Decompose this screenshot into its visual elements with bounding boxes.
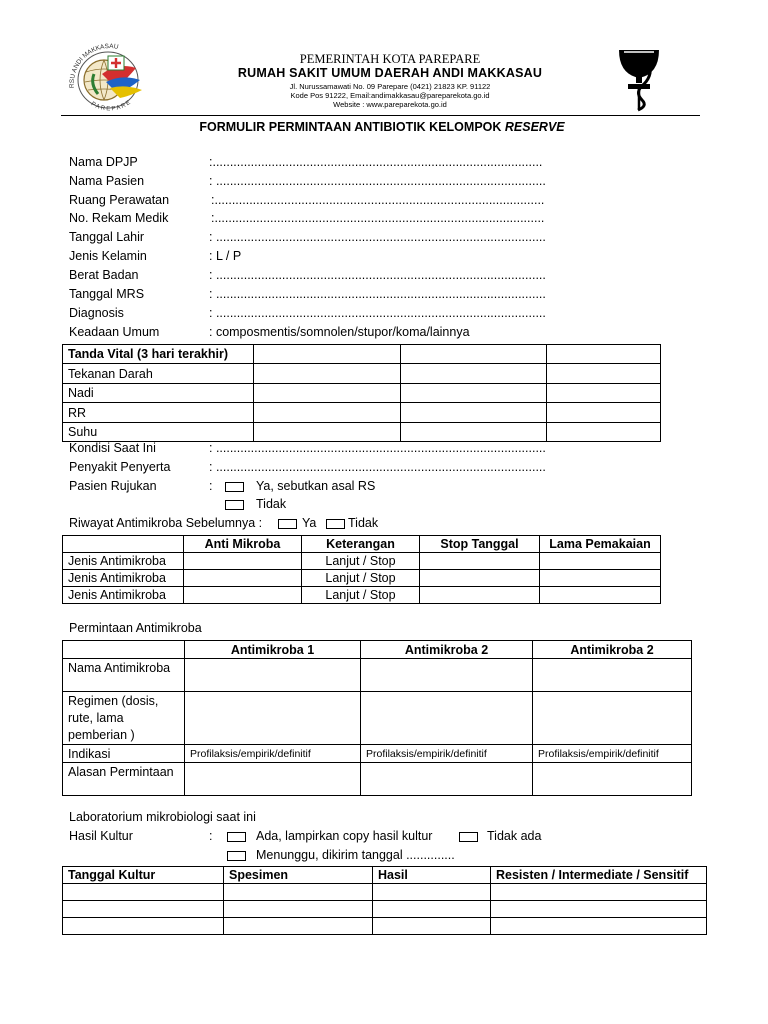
- table-cell[interactable]: [63, 901, 224, 918]
- field-label: Pasien Rujukan: [69, 479, 157, 493]
- table-cell[interactable]: [401, 423, 547, 442]
- table-cell[interactable]: [547, 403, 661, 423]
- table-cell[interactable]: [401, 364, 547, 384]
- table-row: [63, 692, 692, 745]
- table-cell[interactable]: [540, 570, 661, 587]
- table-cell[interactable]: [184, 570, 302, 587]
- table-header-row: [63, 867, 707, 884]
- riwayat-no-checkbox[interactable]: [326, 519, 345, 529]
- table-header-row: [63, 641, 692, 659]
- field-value[interactable]: :...............................................................................................: [209, 155, 543, 169]
- column-header: Antimikroba 2: [361, 641, 533, 659]
- riwayat-label: Riwayat Antimikroba Sebelumnya :: [69, 516, 263, 530]
- column-header: Anti Mikroba: [184, 536, 302, 553]
- table-cell[interactable]: [184, 587, 302, 604]
- table-cell[interactable]: [533, 763, 692, 796]
- table-cell[interactable]: [254, 384, 401, 403]
- table-row: [63, 364, 661, 384]
- table-cell[interactable]: Lanjut / Stop: [302, 587, 420, 604]
- hospital-address: Jl. Nurussamawati No. 09 Parepare (0421) 21823 KP. 91122: [289, 82, 491, 91]
- table-cell[interactable]: [420, 570, 540, 587]
- table-cell[interactable]: Lanjut / Stop: [302, 570, 420, 587]
- table-cell[interactable]: Profilaksis/empirik/definitif: [361, 745, 533, 763]
- row-label: Regimen (dosis, rute, lama pemberian ): [63, 692, 185, 745]
- permintaan-table: [62, 640, 692, 796]
- row-label: RR: [63, 403, 254, 423]
- table-cell[interactable]: [540, 587, 661, 604]
- kultur-menunggu-checkbox[interactable]: [227, 851, 246, 861]
- column-header: [63, 536, 184, 553]
- table-cell[interactable]: Lanjut / Stop: [302, 553, 420, 570]
- lab-title: Laboratorium mikrobiologi saat ini: [69, 810, 256, 824]
- rujukan-yes-label: Ya, sebutkan asal RS: [256, 479, 376, 493]
- table-row: [63, 423, 661, 442]
- kultur-ada-label: Ada, lampirkan copy hasil kultur: [256, 829, 433, 843]
- table-cell[interactable]: [224, 918, 373, 935]
- field-label: Diagnosis: [69, 306, 124, 320]
- hospital-postal-email: Kode Pos 91222, Email:andimakkasau@pareparekota.go.id: [290, 91, 490, 100]
- riwayat-yes-label: Ya: [302, 516, 317, 530]
- table-cell[interactable]: [547, 345, 661, 364]
- svg-text:RSU ANDI MAKKASAU: RSU ANDI MAKKASAU: [68, 43, 120, 89]
- table-header-row: [63, 345, 661, 364]
- rujukan-no-label: Tidak: [256, 497, 287, 511]
- row-label: Indikasi: [63, 745, 185, 763]
- field-label: Jenis Kelamin: [69, 249, 147, 263]
- pharmacy-hygieia-bowl-icon: [614, 44, 664, 112]
- field-label: Tanggal MRS: [69, 287, 145, 301]
- table-cell[interactable]: [185, 659, 361, 692]
- table-cell[interactable]: [254, 423, 401, 442]
- table-row: [63, 384, 661, 403]
- table-cell[interactable]: [184, 553, 302, 570]
- field-label: Ruang Perawatan: [69, 193, 170, 207]
- table-cell[interactable]: [254, 403, 401, 423]
- kultur-table: [62, 866, 707, 935]
- table-cell[interactable]: [491, 918, 707, 935]
- kultur-menunggu-label: Menunggu, dikirim tanggal ..............: [256, 848, 455, 862]
- field-label: Tanggal Lahir: [69, 230, 145, 244]
- header-divider: [61, 115, 700, 116]
- table-row: [63, 553, 661, 570]
- hospital-name: RUMAH SAKIT UMUM DAERAH ANDI MAKKASAU: [237, 66, 543, 80]
- table-cell[interactable]: [373, 918, 491, 935]
- riwayat-table: [62, 535, 661, 604]
- column-header: Stop Tanggal: [420, 536, 540, 553]
- row-label: Nama Antimikroba: [63, 659, 185, 692]
- table-cell[interactable]: [373, 901, 491, 918]
- column-header: Keterangan: [302, 536, 420, 553]
- row-label: Jenis Antimikroba: [63, 570, 184, 587]
- table-cell[interactable]: [224, 901, 373, 918]
- table-header-row: [63, 536, 661, 553]
- table-row: [63, 918, 707, 935]
- table-cell[interactable]: [547, 423, 661, 442]
- kultur-tidak-ada-label: Tidak ada: [487, 829, 542, 843]
- table-row: [63, 403, 661, 423]
- field-value[interactable]: :...............................................................................................: [211, 211, 545, 225]
- field-value: :: [209, 479, 213, 493]
- table-row: [63, 587, 661, 604]
- permintaan-title: Permintaan Antimikroba: [69, 621, 202, 635]
- svg-text:PAREPARE: PAREPARE: [89, 99, 134, 113]
- column-header: Lama Pemakaian: [540, 536, 661, 553]
- table-row: [63, 901, 707, 918]
- table-row: [63, 884, 707, 901]
- column-header: Resisten / Intermediate / Sensitif: [491, 867, 707, 884]
- table-cell[interactable]: [547, 384, 661, 403]
- form-title: FORMULIR PERMINTAAN ANTIBIOTIK KELOMPOK RESERVE: [199, 120, 565, 134]
- column-header: Hasil: [373, 867, 491, 884]
- column-header: Antimikroba 2: [533, 641, 692, 659]
- table-cell[interactable]: [254, 345, 401, 364]
- row-label: Jenis Antimikroba: [63, 553, 184, 570]
- hospital-website: Website : www.pareparekota.go.id: [333, 100, 447, 109]
- table-cell[interactable]: [401, 345, 547, 364]
- field-label: Berat Badan: [69, 268, 139, 282]
- table-cell[interactable]: [491, 901, 707, 918]
- field-label: Nama DPJP: [69, 155, 138, 169]
- table-row: [63, 763, 692, 796]
- kultur-tidak-ada-checkbox[interactable]: [459, 832, 478, 842]
- table-cell[interactable]: [185, 692, 361, 745]
- hasil-kultur-colon: :: [209, 829, 213, 843]
- table-cell[interactable]: [185, 763, 361, 796]
- table-cell[interactable]: [401, 403, 547, 423]
- column-header: Antimikroba 1: [185, 641, 361, 659]
- field-value[interactable]: : ...............................................................................................: [209, 268, 546, 282]
- field-value[interactable]: : ...............................................................................................: [209, 174, 546, 188]
- table-cell[interactable]: [361, 659, 533, 692]
- riwayat-yes-checkbox[interactable]: [278, 519, 297, 529]
- field-value[interactable]: : ...............................................................................................: [209, 306, 546, 320]
- table-cell[interactable]: [63, 918, 224, 935]
- field-label: No. Rekam Medik: [69, 211, 169, 225]
- table-cell[interactable]: Profilaksis/empirik/definitif: [533, 745, 692, 763]
- row-label: Alasan Permintaan: [63, 763, 185, 796]
- government-name: PEMERINTAH KOTA PAREPARE: [299, 52, 481, 66]
- riwayat-no-label: Tidak: [348, 516, 379, 530]
- vital-signs-header: Tanda Vital (3 hari terakhir): [63, 345, 254, 364]
- field-label: Kondisi Saat Ini: [69, 441, 156, 455]
- column-header: [63, 641, 185, 659]
- field-value[interactable]: : ...............................................................................................: [209, 230, 546, 244]
- field-value[interactable]: : L / P: [209, 249, 242, 263]
- field-label: Penyakit Penyerta: [69, 460, 171, 474]
- table-cell[interactable]: [224, 884, 373, 901]
- field-value[interactable]: :...............................................................................................: [211, 193, 545, 207]
- kultur-ada-checkbox[interactable]: [227, 832, 246, 842]
- hasil-kultur-label: Hasil Kultur: [69, 829, 133, 843]
- hospital-logo: [60, 38, 156, 114]
- row-label: Nadi: [63, 384, 254, 403]
- field-value[interactable]: : ...............................................................................................: [209, 287, 546, 301]
- rujukan-yes-checkbox[interactable]: [225, 482, 244, 492]
- table-row: [63, 659, 692, 692]
- table-cell[interactable]: [254, 364, 401, 384]
- table-cell[interactable]: [373, 884, 491, 901]
- table-cell[interactable]: [401, 384, 547, 403]
- field-value[interactable]: : ...............................................................................................: [209, 441, 546, 455]
- table-cell[interactable]: [361, 692, 533, 745]
- table-cell[interactable]: [533, 659, 692, 692]
- row-label: Tekanan Darah: [63, 364, 254, 384]
- table-cell[interactable]: [491, 884, 707, 901]
- rujukan-no-checkbox[interactable]: [225, 500, 244, 510]
- field-value[interactable]: : composmentis/somnolen/stupor/koma/lainnya: [209, 325, 470, 339]
- table-cell[interactable]: [533, 692, 692, 745]
- column-header: Tanggal Kultur: [63, 867, 224, 884]
- field-value[interactable]: : ...............................................................................................: [209, 460, 546, 474]
- column-header: Spesimen: [224, 867, 373, 884]
- table-cell[interactable]: [420, 587, 540, 604]
- row-label: Jenis Antimikroba: [63, 587, 184, 604]
- field-label: Keadaan Umum: [69, 325, 160, 339]
- table-cell[interactable]: [361, 763, 533, 796]
- vital-signs-table: [62, 344, 661, 442]
- table-cell[interactable]: [540, 553, 661, 570]
- table-cell[interactable]: [63, 884, 224, 901]
- table-cell[interactable]: Profilaksis/empirik/definitif: [185, 745, 361, 763]
- table-cell[interactable]: [547, 364, 661, 384]
- table-cell[interactable]: [420, 553, 540, 570]
- table-row: [63, 745, 692, 763]
- row-label: Suhu: [63, 423, 254, 442]
- field-label: Nama Pasien: [69, 174, 145, 188]
- table-row: [63, 570, 661, 587]
